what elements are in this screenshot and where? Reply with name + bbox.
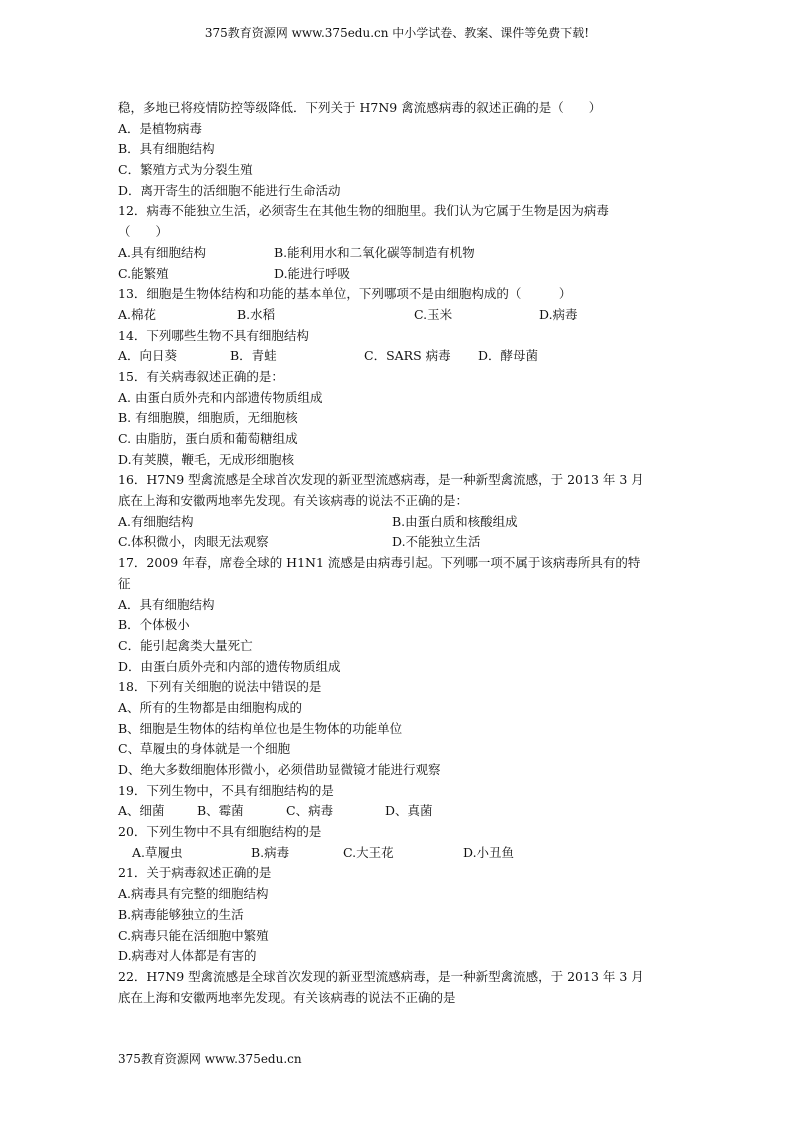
answer-option: C．能引起禽类大量死亡 xyxy=(118,637,253,653)
answer-option: C. 由脂肪，蛋白质和葡萄糖组成 xyxy=(118,431,298,446)
answer-option: A、所有的生物都是由细胞构成的 xyxy=(118,699,303,715)
question-stem: 20．下列生物中不具有细胞结构的是 xyxy=(118,824,322,840)
answer-option: B、霉菌 xyxy=(197,803,244,819)
answer-option: D．酵母菌 xyxy=(478,348,539,364)
option-row xyxy=(118,305,678,326)
option-row xyxy=(118,264,678,285)
question-stem: 12．病毒不能独立生活，必须寄生在其他生物的细胞里。我们认为它属于生物是因为病毒 xyxy=(118,203,609,219)
answer-option: B.由蛋白质和核酸组成 xyxy=(392,513,518,529)
option-row xyxy=(118,346,678,367)
question-stem-cont: 底在上海和安徽两地率先发现。有关该病毒的说法不正确的是 xyxy=(118,989,456,1005)
answer-option: C.玉米 xyxy=(414,306,453,322)
answer-option: D、绝大多数细胞体形微小，必须借助显微镜才能进行观察 xyxy=(118,762,441,777)
answer-option: C、草履虫的身体就是一个细胞 xyxy=(118,741,291,757)
answer-option: D.有荚膜，鞭毛，无成形细胞核 xyxy=(118,451,295,467)
answer-option: D、真菌 xyxy=(385,803,433,819)
answer-option: C.病毒只能在活细胞中繁殖 xyxy=(118,927,269,943)
option-row xyxy=(118,801,678,822)
answer-option: A、细菌 xyxy=(118,803,165,819)
answer-option: D.病毒 xyxy=(539,306,578,322)
option-row xyxy=(118,843,678,864)
answer-option: B. 有细胞膜，细胞质，无细胞核 xyxy=(118,410,298,426)
question-stem-cont: （ ） xyxy=(118,224,169,240)
question-stem: 13．细胞是生物体结构和功能的基本单位，下列哪项不是由细胞构成的（ ） xyxy=(118,286,572,302)
option-row xyxy=(118,243,678,264)
answer-option: D．由蛋白质外壳和内部的遗传物质组成 xyxy=(118,658,341,674)
question-stem-cont: 征 xyxy=(118,575,131,591)
question-stem: 19．下列生物中，不具有细胞结构的是 xyxy=(118,782,334,798)
answer-option: A．向日葵 xyxy=(118,348,178,364)
question-stem: 15．有关病毒叙述正确的是： xyxy=(118,368,284,384)
answer-option: A.有细胞结构 xyxy=(118,513,194,529)
answer-option: C、病毒 xyxy=(286,803,334,819)
question-stem-cont: 底在上海和安徽两地率先发现。有关该病毒的说法不正确的是： xyxy=(118,493,469,509)
answer-option: B.能利用水和二氧化碳等制造有机物 xyxy=(274,244,475,260)
question-stem: 16．H7N9 型禽流感是全球首次发现的新亚型流感病毒，是一种新型禽流感，于 2013 年 3 月 xyxy=(118,472,644,488)
answer-option: B.水稻 xyxy=(237,306,276,322)
answer-option: A.棉花 xyxy=(118,306,157,322)
answer-option: D.病毒对人体都是有害的 xyxy=(118,948,257,964)
question-stem: 22．H7N9 型禽流感是全球首次发现的新亚型流感病毒，是一种新型禽流感，于 2013 年 3 月 xyxy=(118,968,644,984)
question-stem: 18．下列有关细胞的说法中错误的是 xyxy=(118,679,322,695)
answer-option: A. 由蛋白质外壳和内部遗传物质组成 xyxy=(118,389,323,405)
option-row xyxy=(118,532,678,553)
answer-option: D.不能独立生活 xyxy=(392,534,481,550)
page-header: 375教育资源网 www.375edu.cn 中小学试卷、教案、课件等免费下载! xyxy=(204,26,590,40)
question-stem: 稳，多地已将疫情防控等级降低．下列关于 H7N9 禽流感病毒的叙述正确的是（ ） xyxy=(118,100,602,115)
answer-option: C.大王花 xyxy=(343,844,394,860)
answer-option: B.病毒能够独立的生活 xyxy=(118,906,244,922)
answer-option: B．青蛙 xyxy=(230,348,277,364)
answer-option: B．个体极小 xyxy=(118,617,190,633)
answer-option: B、细胞是生物体的结构单位也是生物体的功能单位 xyxy=(118,720,403,736)
question-stem: 21．关于病毒叙述正确的是 xyxy=(118,865,272,881)
answer-option: B.病毒 xyxy=(251,844,290,860)
question-stem: 14．下列哪些生物不具有细胞结构 xyxy=(118,327,309,343)
answer-option: D.能进行呼吸 xyxy=(274,265,351,281)
question-content xyxy=(118,98,678,1008)
answer-option: C.体积微小，肉眼无法观察 xyxy=(118,534,269,550)
answer-option: D．离开寄生的活细胞不能进行生命活动 xyxy=(118,182,341,198)
answer-option: C．繁殖方式为分裂生殖 xyxy=(118,162,253,178)
question-stem: 17．2009 年春，席卷全球的 H1N1 流感是由病毒引起。下列哪一项不属于该病毒所具有的特 xyxy=(118,555,641,571)
page-footer: 375教育资源网 www.375edu.cn xyxy=(118,1052,302,1066)
answer-option: C．SARS 病毒 xyxy=(364,348,451,364)
answer-option: A．是植物病毒 xyxy=(118,120,203,136)
option-row xyxy=(118,512,678,533)
answer-option: B．具有细胞结构 xyxy=(118,141,215,157)
answer-option: A.病毒具有完整的细胞结构 xyxy=(118,886,269,902)
answer-option: C.能繁殖 xyxy=(118,265,169,281)
answer-option: D.小丑鱼 xyxy=(463,844,515,860)
answer-option: A.具有细胞结构 xyxy=(118,244,207,260)
answer-option: A．具有细胞结构 xyxy=(118,596,215,612)
answer-option: A.草履虫 xyxy=(132,844,183,860)
